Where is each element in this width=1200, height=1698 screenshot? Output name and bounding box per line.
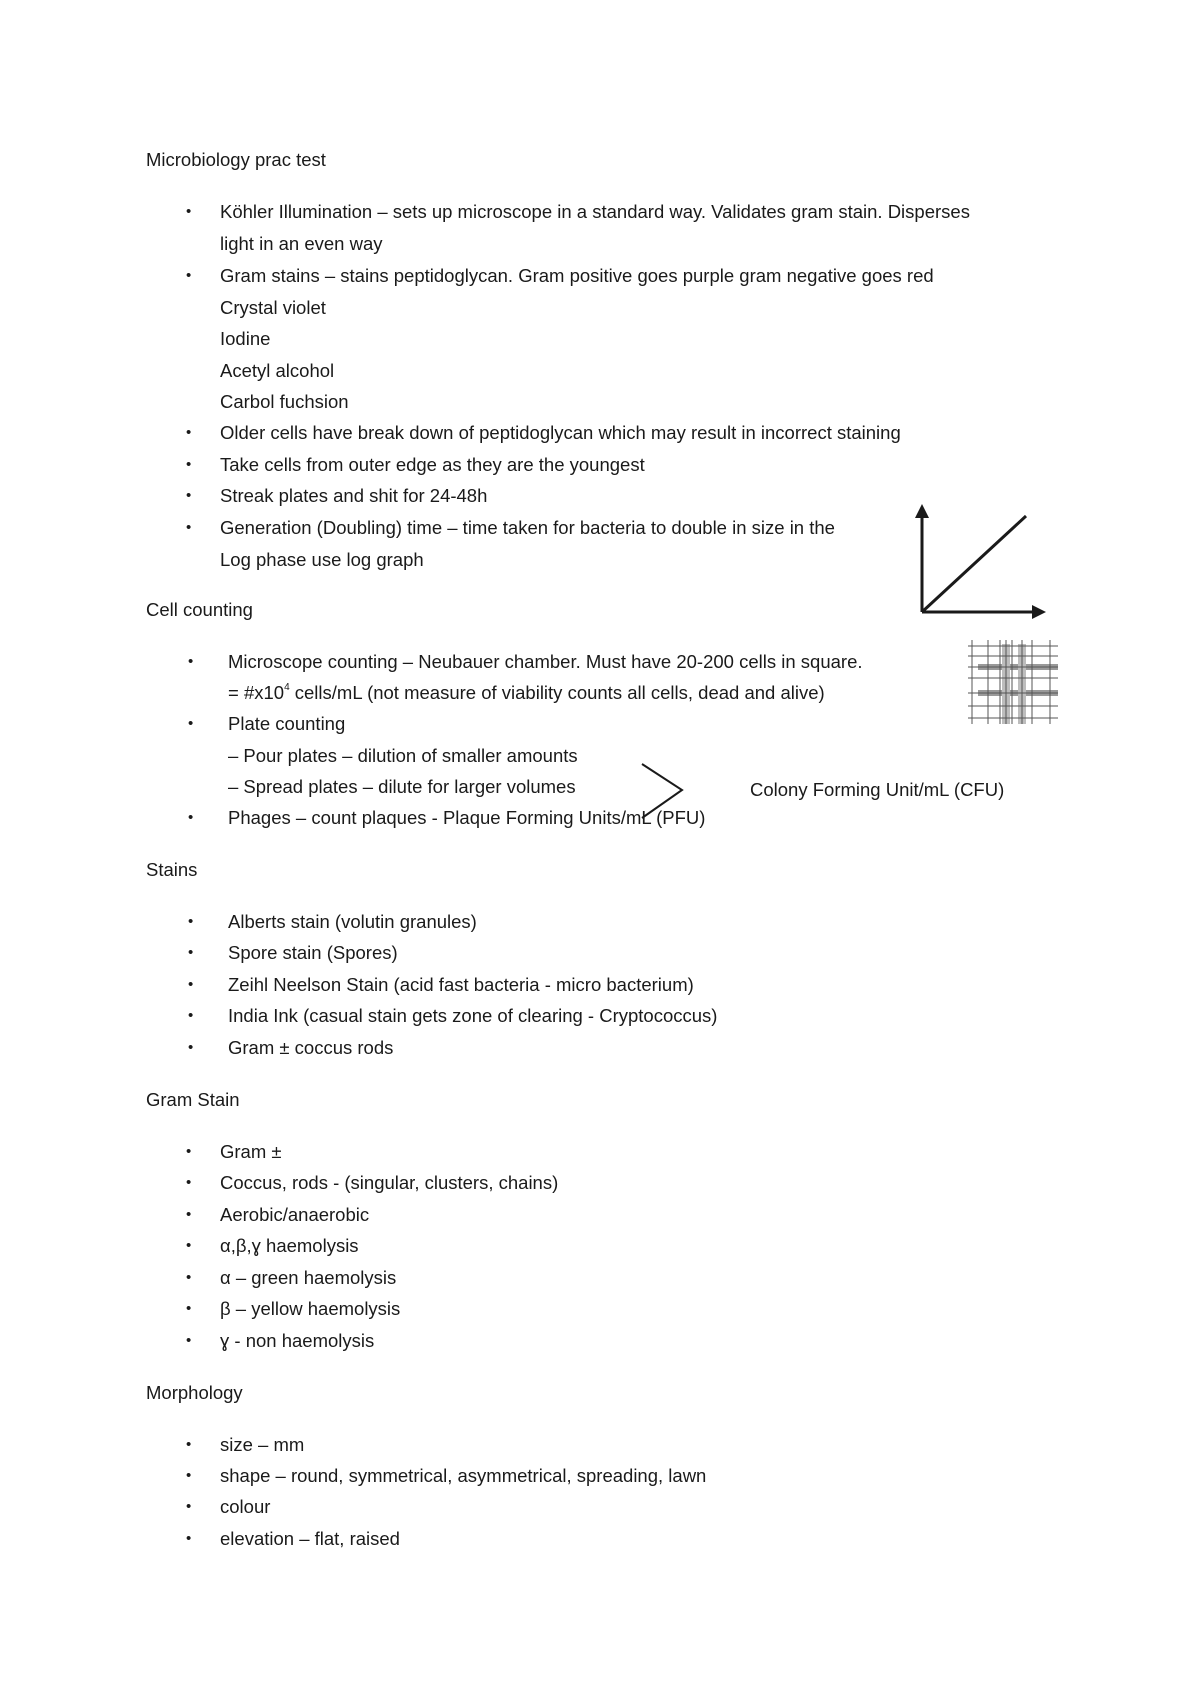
graph-axes [922, 516, 1032, 612]
bullet: • [186, 1143, 192, 1160]
gram-stains-line: Gram stains – stains peptidoglycan. Gram positive goes purple gram negative goes red [220, 265, 934, 286]
page-title: Microbiology prac test [146, 149, 326, 170]
reagent-item: Acetyl alcohol [220, 360, 335, 381]
kohler-line-2: light in an even way [220, 233, 383, 254]
older-cells-line: Older cells have break down of peptidoglycan which may result in incorrect staining [220, 422, 901, 443]
gram-item: Coccus, rods - (singular, clusters, chains) [220, 1172, 559, 1193]
pour-plates-line: – Pour plates – dilution of smaller amounts [228, 745, 578, 766]
bullet: • [188, 1007, 194, 1024]
gram-item: β – yellow haemolysis [220, 1298, 401, 1319]
bullet: • [186, 456, 192, 473]
bullet: • [186, 1269, 192, 1286]
bullet: • [186, 1467, 192, 1484]
morphology-item: shape – round, symmetrical, asymmetrical, spreading, lawn [220, 1465, 707, 1486]
cfu-label: Colony Forming Unit/mL (CFU) [750, 779, 1005, 800]
stains-heading: Stains [146, 859, 198, 880]
bullet: • [186, 1498, 192, 1515]
bullet: • [188, 653, 194, 670]
bullet: • [188, 809, 194, 826]
stain-item: Zeihl Neelson Stain (acid fast bacteria - micro bacterium) [228, 974, 694, 995]
reagent-item: Iodine [220, 328, 271, 349]
bullet: • [188, 913, 194, 930]
outer-edge-line: Take cells from outer edge as they are the youngest [220, 454, 645, 475]
x-axis-arrowhead [1032, 605, 1046, 619]
stain-item: Gram ± coccus rods [228, 1037, 394, 1058]
generation-line-1: Generation (Doubling) time – time taken for bacteria to double in size in the [220, 517, 835, 538]
morphology-item: size – mm [220, 1434, 305, 1455]
gram-item: Aerobic/anaerobic [220, 1204, 370, 1225]
bullet: • [188, 715, 194, 732]
gram-item: α – green haemolysis [220, 1267, 397, 1288]
cell-counting-heading: Cell counting [146, 599, 253, 620]
bullet: • [188, 944, 194, 961]
morphology-item: elevation – flat, raised [220, 1528, 400, 1549]
bullet: • [186, 203, 192, 220]
bullet: • [186, 1206, 192, 1223]
log-graph-sketch [912, 502, 1052, 622]
bullet: • [186, 1174, 192, 1191]
grid-lines [968, 640, 1058, 724]
gram-item: α,β,ɣ haemolysis [220, 1235, 359, 1256]
microscope-counting-line: Microscope counting – Neubauer chamber. Must have 20-200 cells in square. [228, 651, 863, 672]
bullet: • [188, 1039, 194, 1056]
generation-line-2: Log phase use log graph [220, 549, 424, 570]
phages-line: Phages – count plaques - Plaque Forming Units/mL (PFU) [228, 807, 706, 828]
bullet: • [186, 519, 192, 536]
stain-item: Alberts stain (volutin granules) [228, 911, 477, 932]
streak-line: Streak plates and shit for 24-48h [220, 485, 488, 506]
morphology-item: colour [220, 1496, 271, 1517]
morphology-heading: Morphology [146, 1382, 243, 1403]
gram-item: Gram ± [220, 1141, 282, 1162]
bullet: • [186, 267, 192, 284]
spread-plates-line: – Spread plates – dilute for larger volumes [228, 776, 576, 797]
bullet: • [186, 1300, 192, 1317]
bullet: • [186, 487, 192, 504]
bullet: • [188, 976, 194, 993]
y-axis-arrowhead [915, 504, 929, 518]
kohler-line-1: Köhler Illumination – sets up microscope in a standard way. Validates gram stain. Disperses [220, 201, 970, 222]
formula-suffix: cells/mL (not measure of viability counts all cells, dead and alive) [289, 682, 825, 703]
reagent-item: Crystal violet [220, 297, 326, 318]
neubauer-grid-sketch [966, 634, 1062, 730]
gram-item: ɣ - non haemolysis [220, 1330, 375, 1351]
gram-stain-heading: Gram Stain [146, 1089, 240, 1110]
bullet: • [186, 1530, 192, 1547]
bullet: • [186, 1332, 192, 1349]
formula-prefix: = #x10 [228, 682, 285, 703]
formula-exponent: 4 [284, 681, 290, 693]
stain-item: Spore stain (Spores) [228, 942, 398, 963]
formula-line [228, 681, 825, 705]
plate-counting-line: Plate counting [228, 713, 346, 734]
bullet: • [186, 1436, 192, 1453]
stain-item: India Ink (casual stain gets zone of clearing - Cryptococcus) [228, 1005, 718, 1026]
reagent-item: Carbol fuchsion [220, 391, 349, 412]
bullet: • [186, 1237, 192, 1254]
bullet: • [186, 424, 192, 441]
